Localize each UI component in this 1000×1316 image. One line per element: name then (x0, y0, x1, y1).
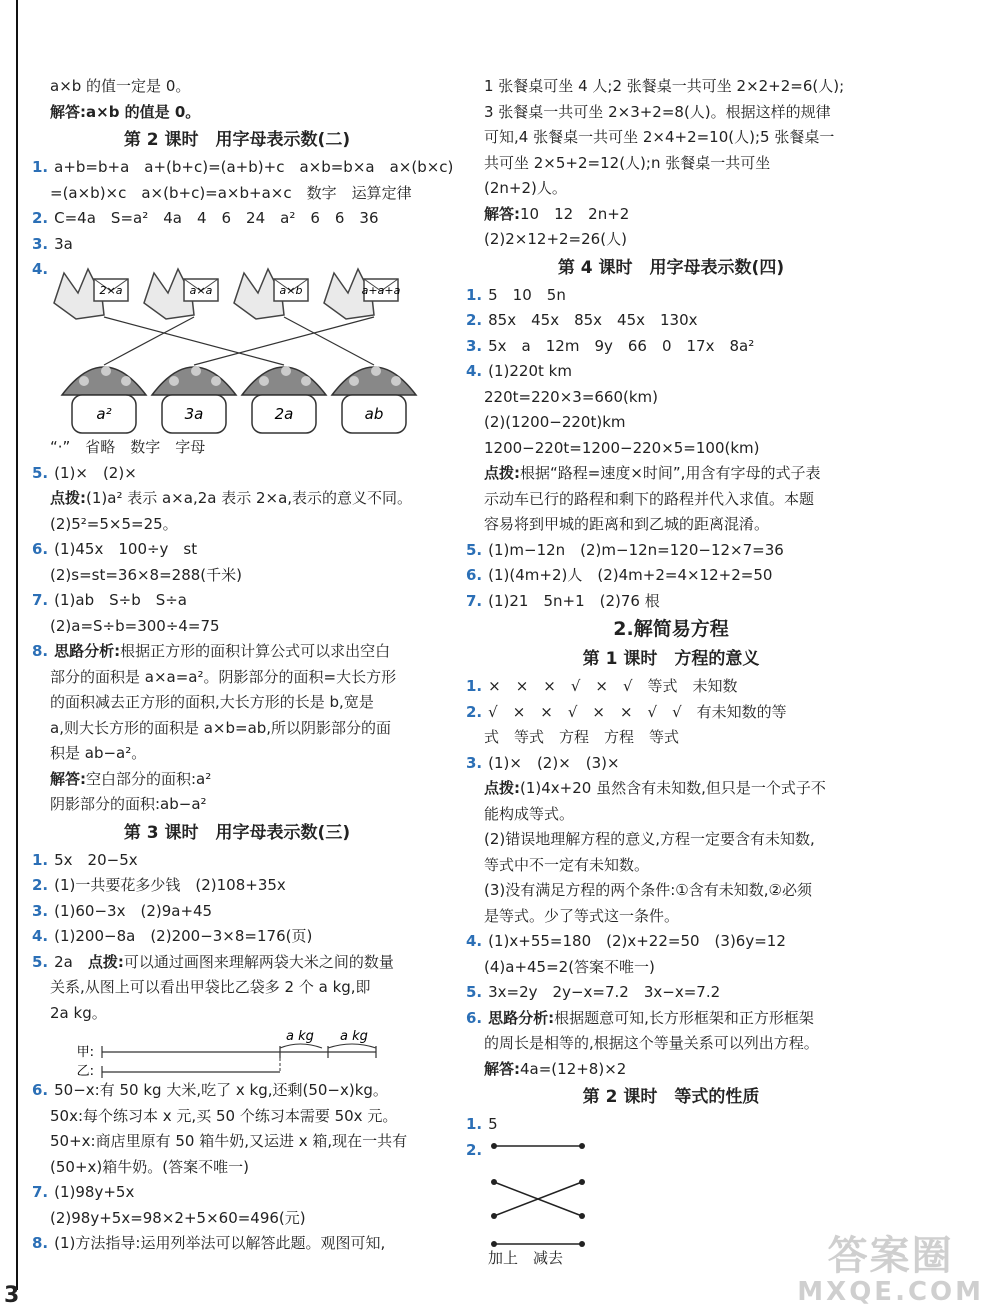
answer-text: (1)45x 100÷y st (54, 540, 198, 558)
answer-text: 50−x:有 50 kg 大米,吃了 x kg,还剩(50−x)kg。 (54, 1081, 388, 1099)
envelope-label: 2×a (99, 284, 123, 297)
answer-text: 的面积减去正方形的面积,大长方形的长是 b,宽是 (50, 693, 374, 711)
envelope-label: a+a+a (361, 284, 401, 297)
answer-text: 3a (54, 234, 73, 253)
question-number: 2. (466, 311, 483, 329)
answer-text: (4)a+45=2(答案不唯一) (484, 957, 655, 976)
answer-text: 2a kg。 (50, 1003, 107, 1022)
question-number: 4. (466, 362, 483, 380)
answer-text: (1)× (2)× (54, 463, 137, 482)
envelope-label: a×b (279, 284, 303, 297)
text-line: 解答:a×b 的值是 0。 (50, 102, 201, 121)
answer-text: a,则大长方形的面积是 a×b=ab,所以阴影部分的面 (50, 718, 392, 737)
question-number: 7. (32, 591, 49, 609)
answer-text: 容易将到甲城的距离和到乙城的距离混淆。 (484, 515, 770, 533)
question-number: 8. (32, 642, 49, 660)
kg-label: a kg (340, 1029, 368, 1044)
answer-text: 阴影部分的面积:ab−a² (50, 795, 207, 813)
answer-text: 5x a 12m 9y 66 0 17x 8a² (488, 336, 755, 355)
answer-text: 式 等式 方程 方程 等式 (484, 728, 680, 746)
watermark-text: MXQE.COM (797, 1277, 984, 1307)
answer-text: a+b=b+a a+(b+c)=(a+b)+c a×b=b×a a×(b×c) (54, 158, 454, 176)
answer-text: (2)(1200−220t)km (484, 413, 626, 431)
question-number: 4. (466, 932, 483, 950)
envelope-label: a×a (189, 284, 213, 297)
answer-text: (1)(4m+2)人 (2)4m+2=4×12+2=50 (488, 566, 773, 584)
answer-text: 根据“路程=速度×时间”,用含有字母的式子表 (520, 464, 821, 482)
lesson-title: 第 2 课时 用字母表示数(二) (123, 130, 351, 150)
answer-text: 根据题意可知,长方形框架和正方形框架 (554, 1008, 814, 1027)
house-label: 2a (274, 405, 294, 423)
answer-text: 等式中不一定有未知数。 (484, 855, 650, 874)
lesson-title: 第 2 课时 等式的性质 (582, 1087, 760, 1107)
text-line: a×b 的值一定是 0。 (50, 77, 191, 95)
answer-text: × × × √ × √ 等式 未知数 (488, 677, 738, 695)
envelope-house-diagram (32, 257, 432, 435)
question-number: 5. (32, 952, 49, 971)
question-number: 2. (466, 702, 483, 721)
answer-text: (1)4x+20 虽然含有未知数,但只是一个式子不 (520, 779, 826, 797)
answer-text: 可以通过画图来理解两袋大米之间的数量 (123, 952, 394, 971)
answer-text: 积是 ab−a²。 (50, 744, 147, 762)
answer-text: (2n+2)人。 (484, 179, 567, 197)
question-number: 1. (466, 1115, 483, 1133)
answer-text: (1)× (2)× (3)× (488, 753, 620, 772)
answer-text: (2)s=st=36×8=288(千米) (50, 565, 242, 584)
answer-text: 50x:每个练习本 x 元,买 50 个练习本需要 50x 元。 (50, 1106, 398, 1125)
question-number: 2. (466, 1140, 483, 1159)
answer-label: 解答: (484, 204, 520, 223)
question-number: 3. (466, 336, 483, 355)
question-number: 3. (32, 234, 49, 253)
question-number: 7. (466, 591, 483, 610)
answer-text: (1)60−3x (2)9a+45 (54, 901, 213, 920)
answer-text: (50+x)箱牛奶。(答案不唯一) (50, 1157, 249, 1176)
question-number: 6. (466, 566, 483, 584)
lesson-title: 第 4 课时 用字母表示数(四) (557, 257, 785, 278)
house-label: a² (96, 405, 112, 423)
answer-text: 空白部分的面积:a² (86, 769, 212, 788)
page-number: 3 (4, 1283, 20, 1308)
answer-text: 5 (488, 1115, 498, 1133)
answer-text: 根据正方形的面积计算公式可以求出空白 (120, 642, 391, 660)
answer-text: 85x 45x 85x 45x 130x (488, 311, 698, 329)
analysis-label: 思路分析: (488, 1008, 555, 1027)
answer-text: (1)98y+5x (54, 1183, 135, 1201)
segment-diagram (32, 1026, 432, 1078)
answer-text: 3 张餐桌一共可坐 2×3+2=8(人)。根据这样的规律 (484, 102, 831, 121)
answer-text: 1200−220t=1200−220×5=100(km) (484, 438, 760, 457)
question-number: 1. (32, 158, 49, 176)
question-number: 7. (32, 1183, 49, 1201)
answer-text: √ × × √ × × √ √ 有未知数的等 (488, 702, 787, 721)
answer-text: 50+x:商店里原有 50 箱牛奶,又运进 x 箱,现在一共有 (50, 1132, 408, 1150)
kg-label: a kg (286, 1029, 314, 1044)
section-title: 2.解简易方程 (613, 618, 729, 640)
match-line (104, 317, 194, 365)
answer-text: 是等式。少了等式这一条件。 (484, 906, 680, 925)
watermark-text: 答案圈 (827, 1233, 954, 1279)
answer-text: 3x=2y 2y−x=7.2 3x−x=7.2 (488, 983, 721, 1001)
answer-text: (1)200−8a (2)200−3×8=176(页) (54, 927, 313, 945)
answer-label: 解答: (484, 1059, 520, 1078)
answer-text: (2)5²=5×5=25。 (50, 514, 178, 533)
house-label: ab (364, 405, 384, 423)
question-number: 1. (466, 285, 483, 304)
answer-text: (1)21 5n+1 (2)76 根 (488, 591, 660, 610)
lesson-title: 第 1 课时 方程的意义 (582, 649, 760, 669)
left-column (32, 74, 454, 1257)
question-number: 4. (32, 927, 49, 945)
answer-text: (1)220t km (488, 362, 572, 380)
rice-bag-figure (32, 1026, 442, 1078)
answer-text: (2)错误地理解方程的意义,方程一定要含有未知数, (484, 830, 815, 848)
answer-text: 5x 20−5x (54, 850, 138, 869)
answer-text: 共可坐 2×5+2=12(人);n 张餐桌一共可坐 (484, 153, 771, 172)
question-number: 3. (466, 753, 483, 772)
answer-text: (2)a=S÷b=300÷4=75 (50, 616, 220, 635)
answer-text: 的周长是相等的,根据这个等量关系可以列出方程。 (484, 1034, 819, 1052)
matching-figure (32, 257, 442, 435)
question-number: 5. (466, 540, 483, 559)
answer-text: 可知,4 张餐桌一共可坐 2×4+2=10(人);5 张餐桌一 (484, 128, 835, 146)
question-number: 6. (32, 540, 49, 558)
answer-text: 5 10 5n (488, 285, 566, 304)
answer-text: 10 12 2n+2 (520, 204, 630, 223)
answer-text: 1 张餐桌可坐 4 人;2 张餐桌一共可坐 2×2+2=6(人); (484, 77, 845, 95)
answer-text: 4a=(12+8)×2 (520, 1059, 627, 1078)
match-line (194, 317, 374, 365)
question-number: 5. (466, 983, 483, 1001)
answer-text: 2a (54, 952, 88, 971)
answer-text: (1)一共要花多少钱 (2)108+35x (54, 876, 286, 894)
house-label: 3a (184, 405, 204, 423)
hint-label: 点拨: (87, 952, 124, 971)
question-number: 5. (32, 463, 49, 482)
question-number: 8. (32, 1234, 49, 1252)
hint-label: 点拨: (50, 489, 86, 507)
answer-text: (1)方法指导:运用列举法可以解答此题。观图可知, (54, 1234, 386, 1252)
hint-label: 点拨: (484, 464, 520, 482)
question-number: 6. (466, 1008, 483, 1027)
answer-label: 解答: (50, 769, 86, 788)
hint-label: 点拨: (484, 779, 520, 797)
answer-text: “·” 省略 数字 字母 (50, 438, 206, 456)
answer-text: =(a×b)×c a×(b+c)=a×b+a×c 数字 运算定律 (50, 183, 412, 202)
answer-text: 能构成等式。 (484, 804, 575, 823)
matching-lines-diagram (486, 1138, 686, 1248)
answer-text: 关系,从图上可以看出甲袋比乙袋多 2 个 a kg,即 (50, 978, 371, 996)
question-number: 2. (32, 876, 49, 894)
question-number: 6. (32, 1081, 49, 1099)
answer-text: 加上 减去 (488, 1248, 564, 1267)
answer-text: (2)2×12+2=26(人) (484, 230, 627, 248)
question-number: 3. (32, 901, 49, 920)
answer-text: (2)98y+5x=98×2+5×60=496(元) (50, 1208, 306, 1227)
answer-text: (1)a² 表示 a×a,2a 表示 2×a,表示的意义不同。 (86, 489, 413, 507)
yi-label: 乙: (76, 1064, 94, 1078)
answer-text: 示动车已行的路程和剩下的路程并代入求值。本题 (484, 489, 815, 508)
analysis-label: 思路分析: (54, 642, 121, 660)
question-number: 4. (32, 260, 49, 278)
right-column (466, 74, 876, 1268)
answer-text: (1)ab S÷b S÷a (54, 591, 187, 609)
answer-text: 220t=220×3=660(km) (484, 387, 659, 406)
answer-text: (3)没有满足方程的两个条件:①含有未知数,②必须 (484, 881, 812, 899)
watermark (797, 1234, 984, 1306)
answer-text: 部分的面积是 a×a=a²。阴影部分的面积=大长方形 (50, 667, 397, 686)
match-line (104, 317, 284, 365)
question-number: 1. (32, 850, 49, 869)
answer-text: (1)x+55=180 (2)x+22=50 (3)6y=12 (488, 932, 786, 950)
answer-text: (1)m−12n (2)m−12n=120−12×7=36 (488, 540, 784, 559)
jia-label: 甲: (76, 1045, 94, 1060)
match-line (284, 317, 374, 365)
answer-text: C=4a S=a² 4a 4 6 24 a² 6 6 36 (54, 209, 379, 227)
lesson-title: 第 3 课时 用字母表示数(三) (123, 822, 351, 843)
question-number: 1. (466, 677, 483, 695)
page-edge-line (16, 0, 18, 1290)
question-number: 2. (32, 209, 49, 227)
